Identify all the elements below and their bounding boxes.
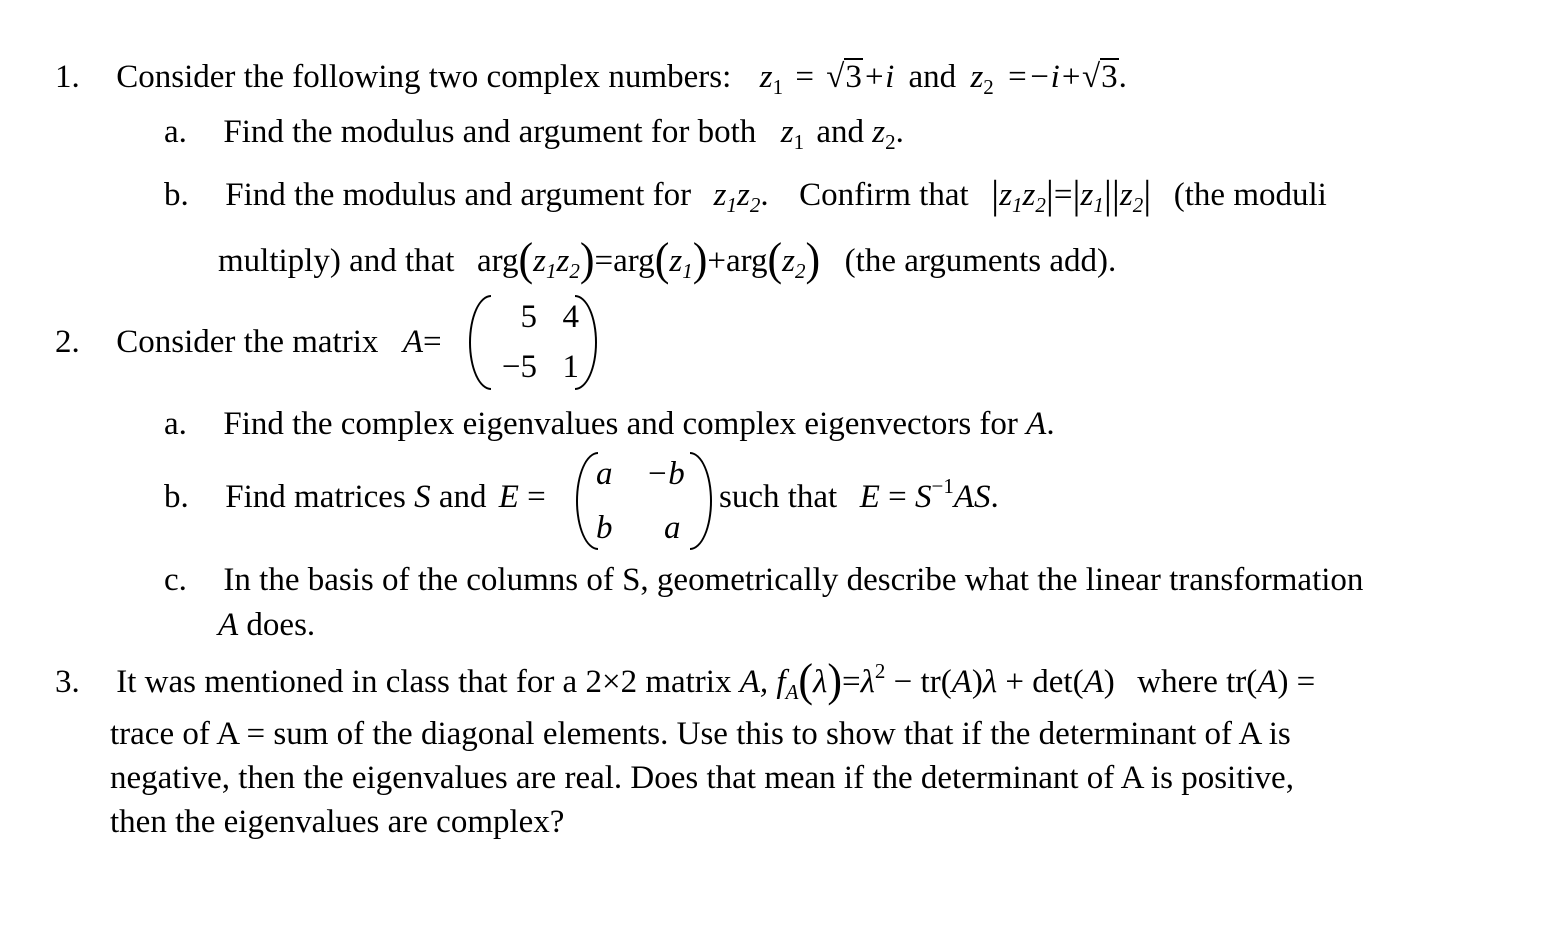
matrix-A-name: A [402, 324, 424, 360]
problem-3-where: where tr( [1137, 664, 1258, 700]
rhs-E: E [859, 479, 880, 515]
z1z2-product: $z_1z_2$ [713, 177, 761, 217]
rhs-S: S [915, 479, 932, 515]
problem-1a-text: Find the modulus and argument for both [223, 114, 757, 150]
matrix-A [469, 295, 597, 390]
period-1a: . [895, 114, 904, 150]
problem-3-line-4 [110, 806, 564, 839]
abs-bar-1: | [991, 172, 1000, 217]
z2-rhs-prefix: =−i+ [1006, 59, 1083, 95]
problem-3-line-1: 3. It was mentioned in class that for a 2×2 matrix A, $f_A(\lambda)=\lambda^2 - tr(A)\lambda + \det(A)$ where tr(A) = [55, 654, 1316, 707]
problem-3-f-sub: A [785, 680, 799, 704]
z1-symbol-1a: z [780, 114, 794, 150]
z1-symbol: z [759, 59, 773, 95]
moduli-equals: = [1053, 177, 1073, 213]
plus-i: +i [862, 59, 895, 95]
abs-z1: $z_1$ [1080, 177, 1104, 217]
problem-1a-label: a. [164, 114, 187, 150]
problem-3-number: 3. [55, 664, 80, 700]
problem-2b-rhs: such that $E = S^{-1}AS$. [719, 474, 999, 515]
problem-2a-line: a. Find the complex eigenvalues and complex eigenvectors for A. [164, 406, 1055, 442]
sqrt-3-a: √3 [826, 59, 862, 95]
problem-2b-label: b. [164, 479, 189, 515]
problem-2-stem: Consider the matrix [116, 324, 379, 360]
z2-sub-1a: 2 [885, 130, 896, 154]
problem-3-text-3: negative, then the eigenvalues are real. Does that mean if the determinant of A is positive, [110, 760, 1294, 796]
period-1b: . [760, 177, 769, 213]
problem-1b-line-1 [164, 172, 1327, 217]
abs-bar-5: | [1111, 172, 1120, 217]
matrix-A-cell-12: 4 [562, 299, 579, 335]
z2-period: . [1118, 59, 1127, 95]
problem-2b-line [164, 481, 546, 514]
problem-1a-line [164, 114, 904, 154]
abs-z1z2: $z_1z_2$ [999, 177, 1046, 217]
problem-2b-and: and [438, 479, 487, 515]
problem-1b-line2-text-2: (the arguments add). [844, 243, 1117, 279]
problem-2c-label: c. [164, 562, 187, 598]
problem-3-A: A, [739, 664, 769, 700]
z1-subscript: 1 [772, 75, 784, 99]
and-word-1a: and [816, 114, 864, 150]
matrix-E-left-paren [576, 452, 598, 550]
problem-3-text-4: then the eigenvalues are complex? [110, 804, 565, 840]
arg-equals: = [594, 243, 614, 279]
z2-symbol-1a: z [872, 114, 886, 150]
matrix-A-cell-22: 1 [562, 349, 579, 385]
problem-3-text-1: It was mentioned in class that for a 2×2 matrix [116, 664, 732, 700]
problem-1-stem: Consider the following two complex numbers: [116, 59, 732, 95]
problem-2c-line-1 [164, 564, 1363, 597]
abs-bar-3: | [1072, 172, 1081, 217]
z1-sub-1a: 1 [793, 130, 805, 154]
problem-2b-such-that: such that [719, 479, 838, 515]
problem-3-line-2 [110, 718, 1291, 751]
matrix-A-cell-11: 5 [520, 299, 537, 335]
problem-1b-text-3: (the moduli [1173, 177, 1327, 213]
problem-1b-text-2: Confirm that [799, 177, 969, 213]
problem-2a-text: Find the complex eigenvalues and complex eigenvectors for [223, 406, 1018, 442]
matrix-E-cell-22: a [664, 510, 681, 546]
and-word-1: and [908, 59, 957, 95]
abs-bar-4: | [1103, 172, 1112, 217]
problem-2b-text-1: Find matrices [225, 479, 406, 515]
matrix-E-cell-11: a [596, 456, 613, 492]
problem-2b-eq: = [527, 479, 546, 515]
arg-1: arg [476, 243, 519, 279]
problem-2c-text-1: In the basis of the columns of S, geometrically describe what the linear transformation [223, 562, 1364, 598]
paren-open-1: ( [518, 233, 534, 286]
problem-2-number: 2. [55, 324, 80, 360]
problem-2c-var: A [218, 607, 239, 643]
matrix-A-cell-21: −5 [501, 349, 537, 385]
problem-1b-text-1: Find the modulus and argument for [225, 177, 692, 213]
matrix-E-right-paren [690, 452, 712, 550]
problem-1-number: 1. [55, 59, 80, 95]
problem-1b-line2-text-1: multiply) and that [218, 243, 455, 279]
problem-2a-label: a. [164, 406, 187, 442]
abs-bar-6: | [1143, 172, 1152, 217]
abs-z2: $z_2$ [1119, 177, 1144, 217]
arg-2: arg [613, 243, 655, 279]
arg-3: arg [725, 243, 768, 279]
rhs-inverse: −1 [931, 474, 954, 498]
matrix-E-cell-21: b [596, 510, 613, 546]
problem-3-line-3 [110, 762, 1294, 795]
problem-2c-text-2: does. [238, 607, 316, 643]
problem-3-text-2: trace of A = sum of the diagonal elements. Use this to show that if the determinant of A is [110, 716, 1291, 752]
problem-3-f: f [776, 664, 786, 700]
problem-2b-S: S [414, 479, 431, 515]
rhs-eq: = [888, 479, 907, 515]
matrix-E-cell-12: −b [646, 456, 685, 492]
rhs-AS: AS [953, 479, 991, 515]
problem-2a-var: A [1026, 406, 1047, 442]
problem-1b-line-2: multiply) and that $arg(z_1z_2)=arg(z_1)+arg(z_2)$ (the arguments add). [218, 233, 1117, 286]
problem-2b-E: E [498, 479, 519, 515]
paren-close-1: ) [579, 233, 595, 286]
matrix-A-equals: = [423, 324, 442, 360]
z2-subscript: 2 [983, 75, 994, 99]
z2-symbol: z [970, 59, 984, 95]
problem-2-line [55, 326, 442, 359]
z1-equals: = [795, 59, 814, 95]
sqrt-3-b: √3 [1082, 59, 1118, 95]
problem-1-line [55, 58, 1127, 99]
problem-1b-label: b. [164, 177, 189, 213]
matrix-E [576, 452, 712, 550]
problem-2c-line-2 [218, 609, 315, 642]
abs-bar-2: | [1045, 172, 1054, 217]
